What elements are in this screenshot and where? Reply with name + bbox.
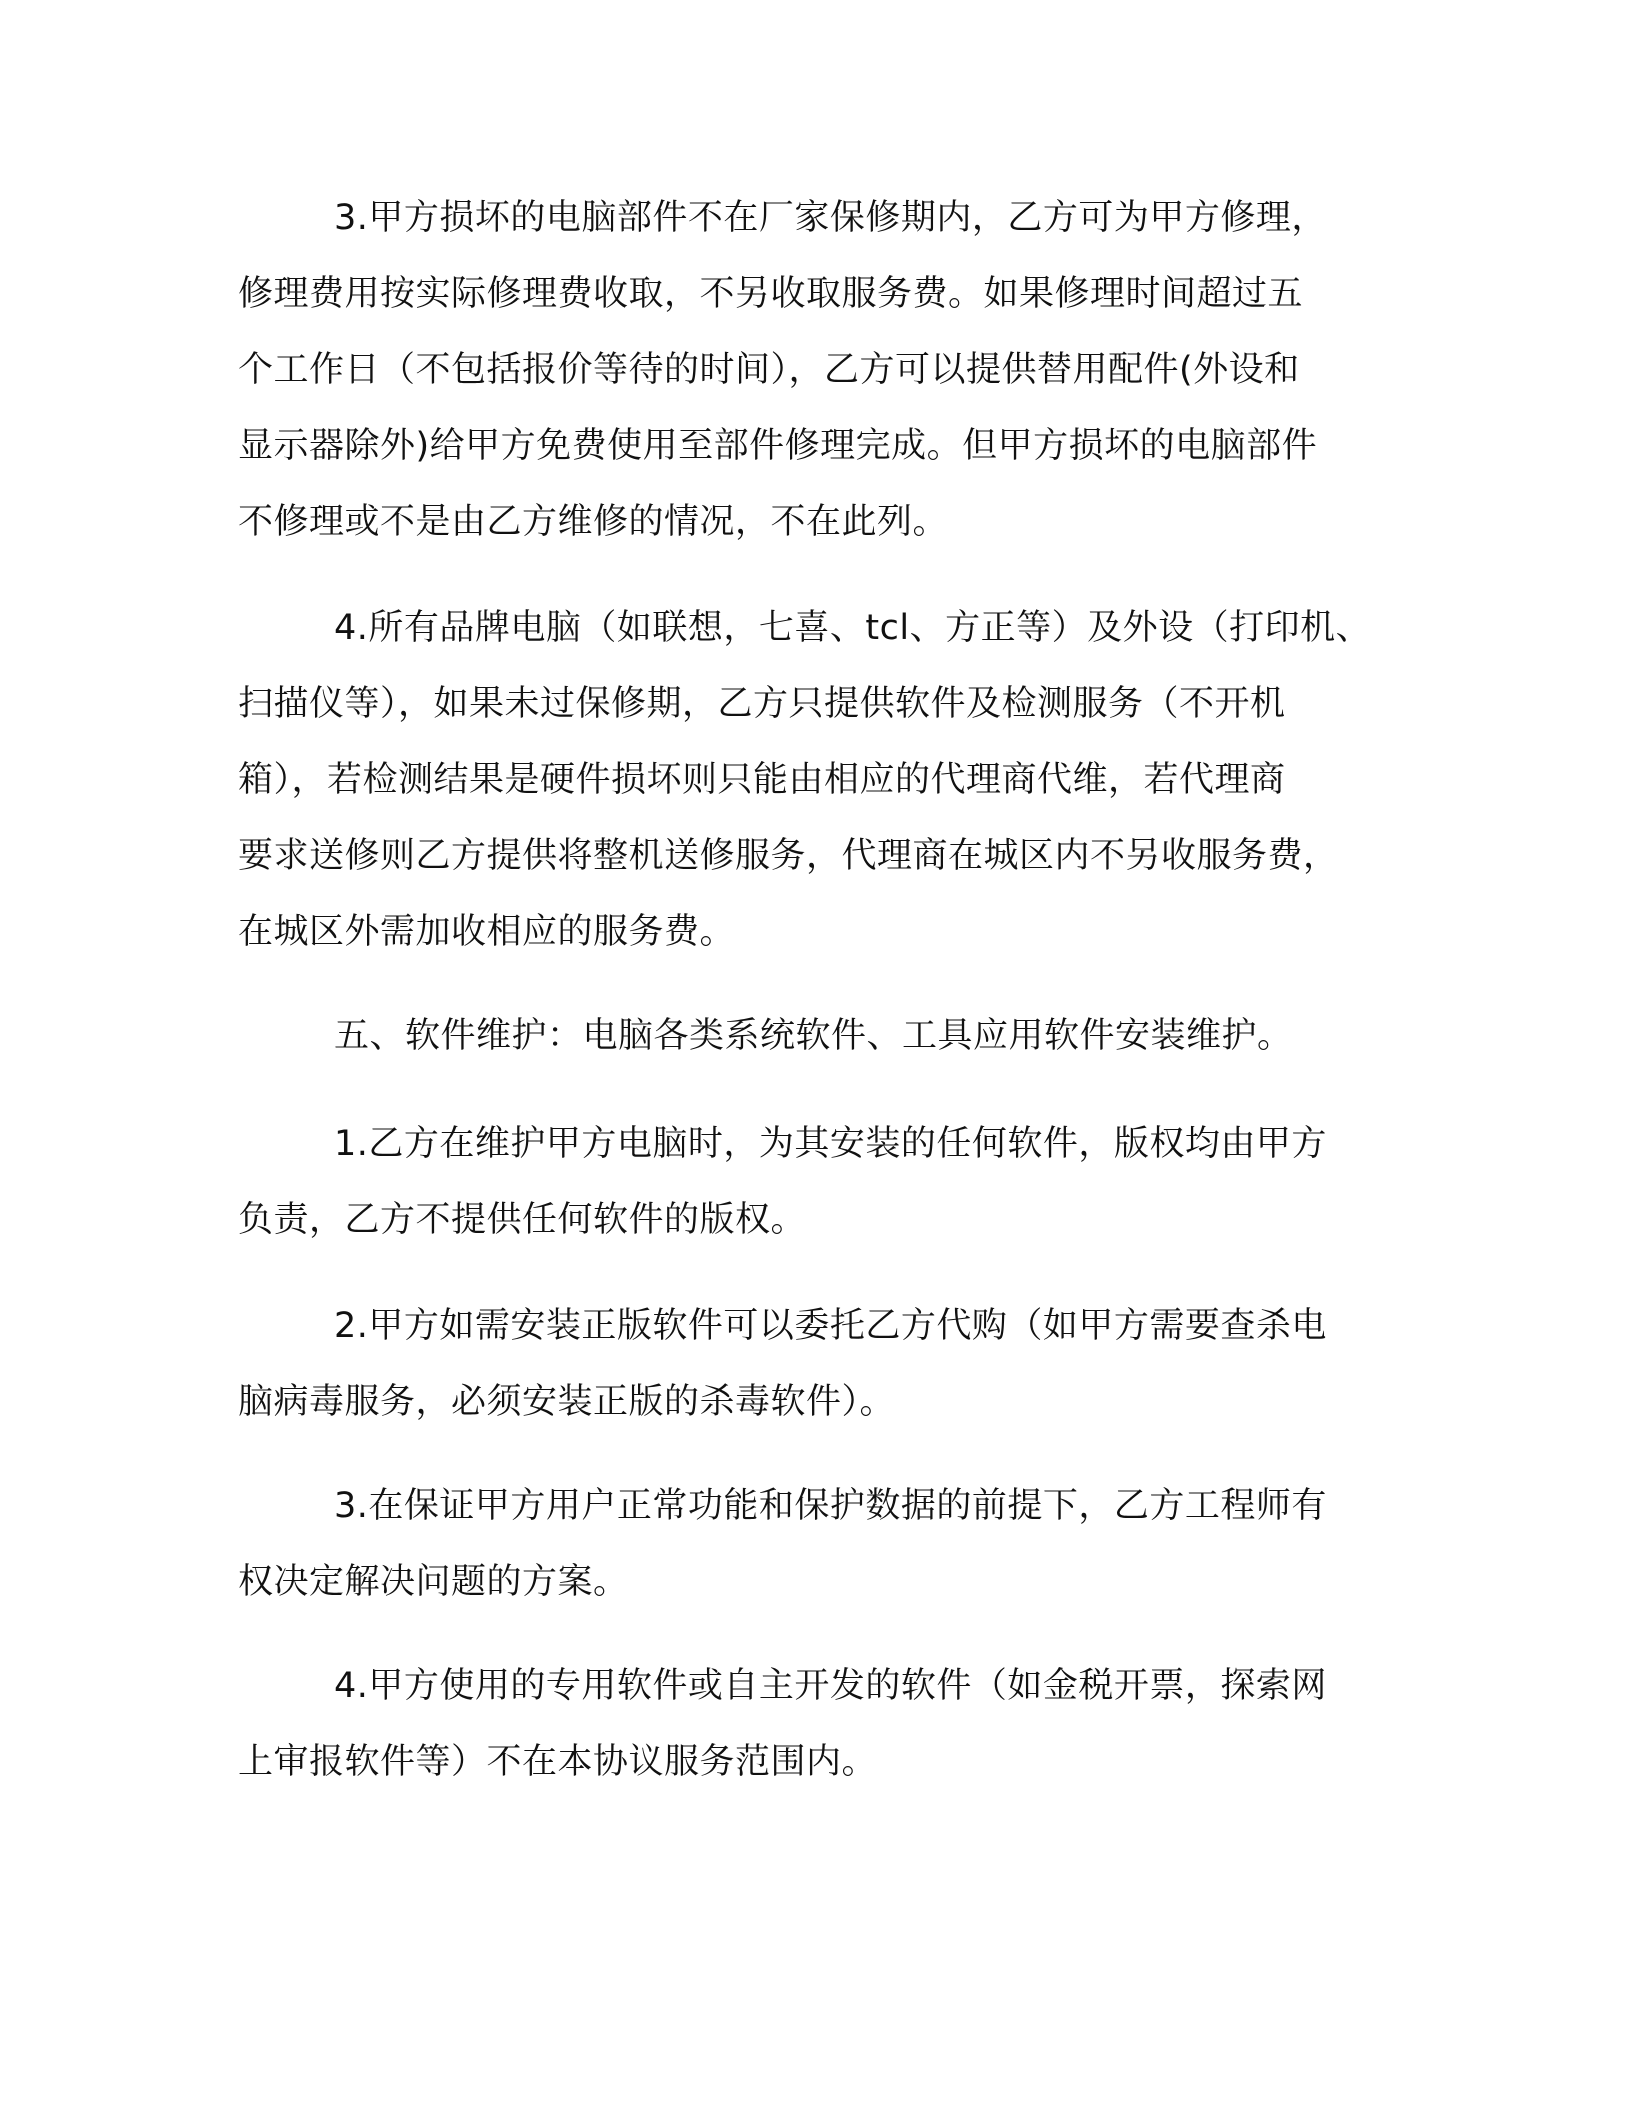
paragraph-section-5-item-4 — [238, 1648, 1398, 1800]
text-line: 3.甲方损坏的电脑部件不在厂家保修期内，乙方可为甲方修理， — [334, 198, 1327, 238]
section-heading-text: 五、软件维护：电脑各类系统软件、工具应用软件安装维护。 — [334, 1016, 1293, 1056]
paragraph-section-5-item-2 — [238, 1288, 1398, 1440]
text-line: 不修理或不是由乙方维修的情况，不在此列。 — [238, 502, 949, 542]
paragraph-section-5-item-3 — [238, 1468, 1398, 1620]
paragraph-section-5-item-1 — [238, 1106, 1398, 1258]
paragraph-item-3-repair — [238, 180, 1398, 560]
text-line: 3.在保证甲方用户正常功能和保护数据的前提下，乙方工程师有 — [334, 1486, 1327, 1526]
text-line: 个工作日（不包括报价等待的时间），乙方可以提供替用配件(外设和 — [238, 350, 1300, 390]
text-line: 在城区外需加收相应的服务费。 — [238, 912, 736, 952]
text-line: 上审报软件等）不在本协议服务范围内。 — [238, 1742, 878, 1782]
text-line: 4.甲方使用的专用软件或自主开发的软件（如金税开票，探索网 — [334, 1666, 1327, 1706]
section-5-heading — [238, 998, 1398, 1074]
text-line: 脑病毒服务，必须安装正版的杀毒软件）。 — [238, 1382, 896, 1422]
text-line: 2.甲方如需安装正版软件可以委托乙方代购（如甲方需要查杀电 — [334, 1306, 1327, 1346]
text-line: 显示器除外)给甲方免费使用至部件修理完成。但甲方损坏的电脑部件 — [238, 426, 1318, 466]
text-line: 权决定解决问题的方案。 — [238, 1562, 629, 1602]
text-line: 1.乙方在维护甲方电脑时，为其安装的任何软件，版权均由甲方 — [334, 1124, 1327, 1164]
text-line: 扫描仪等），如果未过保修期，乙方只提供软件及检测服务（不开机 — [238, 684, 1286, 724]
text-line: 箱），若检测结果是硬件损坏则只能由相应的代理商代维，若代理商 — [238, 760, 1286, 800]
text-line: 4.所有品牌电脑（如联想，七喜、tcl、方正等）及外设（打印机、 — [334, 608, 1372, 648]
paragraph-item-4-brand — [238, 590, 1398, 970]
text-line: 要求送修则乙方提供将整机送修服务，代理商在城区内不另收服务费， — [238, 836, 1339, 876]
text-line: 负责，乙方不提供任何软件的版权。 — [238, 1200, 807, 1240]
text-line: 修理费用按实际修理费收取，不另收取服务费。如果修理时间超过五 — [238, 274, 1304, 314]
